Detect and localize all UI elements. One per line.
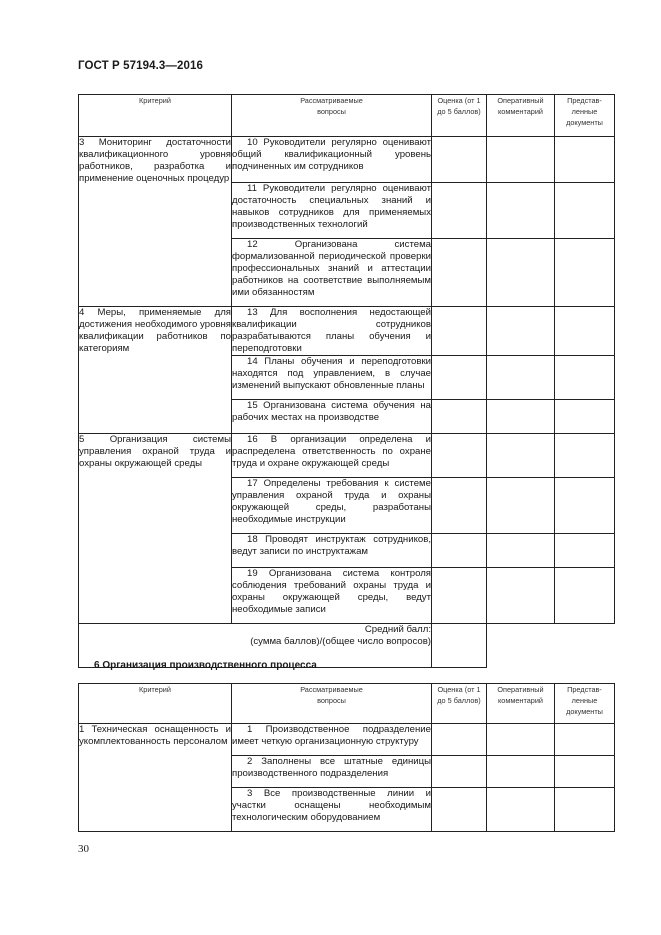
column-header-criterion: Критерий xyxy=(79,684,232,724)
documents-cell[interactable] xyxy=(555,137,615,183)
question-cell: 12 Организована система формализованной периодической проверки профессиональных знаний и аттестации работников на соответствие выполняемым ими обязанностям xyxy=(232,239,432,307)
question-cell: 19 Организована система контроля соблюдения требований охраны труда и охраны окружающей среды, ведут необходимые записи xyxy=(232,568,432,624)
column-header-documents: Представ-ленные документы xyxy=(555,95,615,137)
comment-cell[interactable] xyxy=(487,724,555,756)
documents-cell[interactable] xyxy=(555,183,615,239)
average-score-filler xyxy=(487,624,615,668)
score-cell[interactable] xyxy=(432,534,487,568)
question-cell: 2 Заполнены все штатные единицы производственного подразделения xyxy=(232,756,432,788)
table-row xyxy=(79,434,615,478)
documents-cell[interactable] xyxy=(555,400,615,434)
comment-cell[interactable] xyxy=(487,239,555,307)
table-row xyxy=(79,724,615,756)
comment-cell[interactable] xyxy=(487,307,555,356)
table-row xyxy=(79,137,615,183)
table-header-row xyxy=(79,684,615,724)
comment-cell[interactable] xyxy=(487,137,555,183)
score-cell[interactable] xyxy=(432,307,487,356)
average-score-label: Средний балл: (сумма баллов)/(общее число вопросов) xyxy=(79,624,432,668)
document-header: ГОСТ Р 57194.3—2016 xyxy=(78,60,203,72)
score-cell[interactable] xyxy=(432,724,487,756)
criterion-cell: 3 Мониторинг достаточности квалификационного уровня работников, разработка и применение оценочных процедур xyxy=(79,137,232,307)
documents-cell[interactable] xyxy=(555,534,615,568)
comment-cell[interactable] xyxy=(487,434,555,478)
column-header-comment: Оперативный комментарий xyxy=(487,95,555,137)
score-cell[interactable] xyxy=(432,568,487,624)
score-cell[interactable] xyxy=(432,478,487,534)
comment-cell[interactable] xyxy=(487,183,555,239)
column-header-questions: Рассматриваемые вопросы xyxy=(232,684,432,724)
score-cell[interactable] xyxy=(432,434,487,478)
score-cell[interactable] xyxy=(432,239,487,307)
documents-cell[interactable] xyxy=(555,434,615,478)
evaluation-table-2 xyxy=(78,683,615,832)
column-header-score: Оценка (от 1 до 5 баллов) xyxy=(432,684,487,724)
column-header-questions: Рассматриваемые вопросы xyxy=(232,95,432,137)
question-cell: 16 В организации определена и распределена ответственность по охране труда и охране окружающей среды xyxy=(232,434,432,478)
documents-cell[interactable] xyxy=(555,239,615,307)
question-cell: 1 Производственное подразделение имеет четкую организационную структуру xyxy=(232,724,432,756)
average-score-cell[interactable] xyxy=(432,624,487,668)
comment-cell[interactable] xyxy=(487,478,555,534)
column-header-documents: Представ-ленные документы xyxy=(555,684,615,724)
question-cell: 10 Руководители регулярно оценивают общий квалификационный уровень подчиненных им сотрудников xyxy=(232,137,432,183)
question-cell: 11 Руководители регулярно оценивают достаточность специальных знаний и навыков сотрудников для применяемых производственных технологий xyxy=(232,183,432,239)
question-cell: 18 Проводят инструктаж сотрудников, ведут записи по инструктажам xyxy=(232,534,432,568)
comment-cell[interactable] xyxy=(487,356,555,400)
documents-cell[interactable] xyxy=(555,478,615,534)
page-number: 30 xyxy=(78,843,89,855)
criterion-cell: 1 Техническая оснащенность и укомплектованность персоналом xyxy=(79,724,232,832)
documents-cell[interactable] xyxy=(555,788,615,832)
documents-cell[interactable] xyxy=(555,356,615,400)
question-cell: 15 Организована система обучения на рабочих местах на производстве xyxy=(232,400,432,434)
criterion-cell: 4 Меры, применяемые для достижения необходимого уровня квалификации работников по категориям xyxy=(79,307,232,434)
section-title: 6 Организация производственного процесса xyxy=(94,660,317,671)
documents-cell[interactable] xyxy=(555,724,615,756)
question-cell: 13 Для восполнения недостающей квалификации сотрудников разрабатываются планы обучения и переподготовки xyxy=(232,307,431,354)
question-cell: 14 Планы обучения и переподготовки находятся под управлением, в случае изменений выпускают обновленные планы xyxy=(232,356,432,400)
score-cell[interactable] xyxy=(432,788,487,832)
score-cell[interactable] xyxy=(432,400,487,434)
comment-cell[interactable] xyxy=(487,756,555,788)
comment-cell[interactable] xyxy=(487,788,555,832)
column-header-criterion: Критерий xyxy=(79,95,232,137)
score-cell[interactable] xyxy=(432,356,487,400)
documents-cell[interactable] xyxy=(555,756,615,788)
question-cell: 3 Все производственные линии и участки оснащены необходимым технологическим оборудованием xyxy=(232,788,432,832)
documents-cell[interactable] xyxy=(555,568,615,624)
documents-cell[interactable] xyxy=(555,307,615,356)
table-header-row xyxy=(79,95,615,137)
comment-cell[interactable] xyxy=(487,400,555,434)
score-cell[interactable] xyxy=(432,137,487,183)
score-cell[interactable] xyxy=(432,756,487,788)
table-row xyxy=(79,307,615,356)
column-header-score: Оценка (от 1 до 5 баллов) xyxy=(432,95,487,137)
criterion-cell: 5 Организация системы управления охраной труда и охраны окружающей среды xyxy=(79,434,232,624)
comment-cell[interactable] xyxy=(487,568,555,624)
question-cell: 17 Определены требования к системе управления охраной труда и охраны окружающей среды, разработаны необходимые инструкции xyxy=(232,478,432,534)
comment-cell[interactable] xyxy=(487,534,555,568)
score-cell[interactable] xyxy=(432,183,487,239)
column-header-comment: Оперативный комментарий xyxy=(487,684,555,724)
evaluation-table-1 xyxy=(78,94,615,668)
